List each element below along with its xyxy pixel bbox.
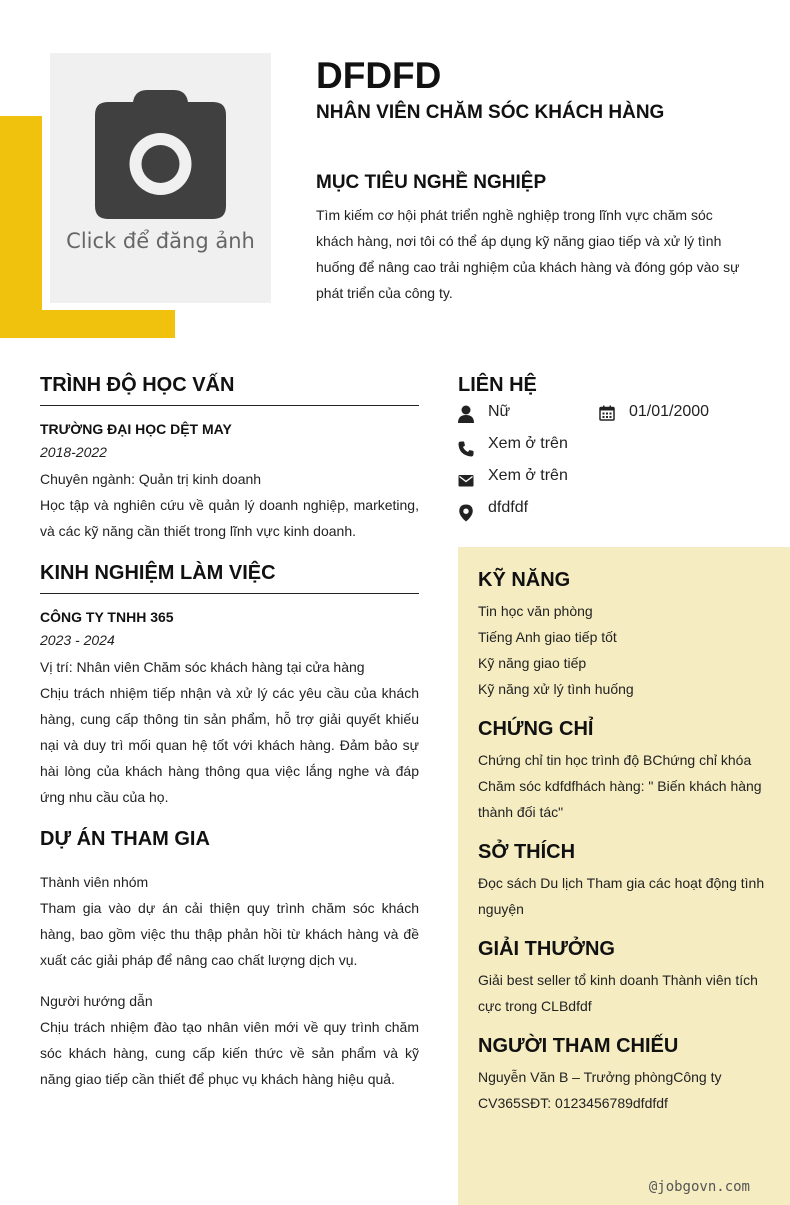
hobbies-title: SỞ THÍCH — [478, 841, 576, 863]
sidebar-panel — [458, 547, 790, 1205]
references-text: Nguyễn Văn B – Trưởng phòngCông ty CV365SĐT: 0123456789dfdfdf — [478, 1069, 722, 1111]
project-description: Tham gia vào dự án cải thiện quy trình chăm sóc khách hàng, bao gồm việc thu thập phản hồi từ khách hàng và đề xuất các giải pháp để nâng cao chất lượng dịch vụ. — [40, 900, 419, 968]
contact-section — [458, 374, 790, 531]
email-value: Xem ở trên — [488, 467, 568, 484]
candidate-name: DFDFD — [316, 55, 442, 96]
education-period: 2018-2022 — [40, 444, 107, 460]
address-value: dfdfdf — [488, 499, 529, 516]
project-role: Thành viên nhóm — [40, 874, 149, 890]
contact-row — [458, 467, 790, 499]
education-description: Học tập và nghiên cứu về quản lý doanh nghiệp, marketing, và các kỹ năng cần thiết trong lĩnh vực kinh doanh. — [40, 497, 419, 539]
experience-title: KINH NGHIỆM LÀM VIỆC — [40, 562, 419, 594]
skill-item: Kỹ năng giao tiếp — [478, 655, 587, 671]
hobbies-section — [478, 841, 770, 922]
project-description: Chịu trách nhiệm đào tạo nhân viên mới về quy trình chăm sóc khách hàng, cung cấp kiến thức về sản phẩm và kỹ năng giao tiếp cần thiết để phục vụ khách hàng hiệu quả. — [40, 1019, 419, 1087]
job-title: NHÂN VIÊN CHĂM SÓC KHÁCH HÀNG — [316, 102, 665, 123]
certificates-section — [478, 718, 770, 825]
birthday-value: 01/01/2000 — [629, 403, 710, 420]
main-column — [40, 374, 419, 1092]
experience-period: 2023 - 2024 — [40, 632, 115, 648]
camera-icon — [95, 90, 226, 220]
education-major: Chuyên ngành: Quản trị kinh doanh — [40, 471, 262, 487]
references-section — [478, 1035, 770, 1116]
company-name: CÔNG TY TNHH 365 — [40, 609, 174, 625]
skills-section — [478, 569, 770, 702]
calendar-icon — [599, 405, 615, 421]
objective-title: MỤC TIÊU NGHỀ NGHIỆP — [316, 172, 547, 193]
certificates-text: Chứng chỉ tin học trình độ BChứng chỉ khóa Chăm sóc kdfdfhách hàng: " Biến khách hàng thành đối tác" — [478, 752, 762, 820]
projects-title: DỰ ÁN THAM GIA — [40, 828, 210, 850]
skill-item: Tin học văn phòng — [478, 603, 593, 619]
contact-title: LIÊN HỆ — [458, 374, 537, 396]
awards-title: GIẢI THƯỞNG — [478, 938, 615, 960]
skills-title: KỸ NĂNG — [478, 569, 571, 591]
experience-position: Vị trí: Nhân viên Chăm sóc khách hàng tại cửa hàng — [40, 659, 365, 675]
awards-text: Giải best seller tổ kinh doanh Thành viên tích cực trong CLBdfdf — [478, 972, 758, 1014]
contact-row — [458, 403, 790, 435]
school-name: TRƯỜNG ĐẠI HỌC DỆT MAY — [40, 421, 232, 437]
objective-text: Tìm kiếm cơ hội phát triển nghề nghiệp trong lĩnh vực chăm sóc khách hàng, nơi tôi có thể áp dụng kỹ năng giao tiếp và xử lý tình huống để nâng cao trải nghiệm của khách hàng và đóng góp vào sự phát triển của công ty. — [316, 207, 740, 301]
email-icon — [458, 472, 474, 490]
references-title: NGƯỜI THAM CHIẾU — [478, 1035, 679, 1057]
skill-item: Kỹ năng xử lý tình huống — [478, 681, 634, 697]
experience-description: Chịu trách nhiệm tiếp nhận và xử lý các yêu cầu của khách hàng, cung cấp thông tin sản phẩm, hỗ trợ giải quyết khiếu nại và duy trì mối quan hệ tốt với khách hàng. Đảm bảo sự hài lòng của khách hàng thông qua việc lắng nghe và đáp ứng nhu cầu của họ. — [40, 685, 419, 805]
phone-value: Xem ở trên — [488, 435, 568, 452]
photo-upload[interactable] — [50, 53, 271, 303]
education-title: TRÌNH ĐỘ HỌC VẤN — [40, 374, 419, 406]
accent-bar-horizontal — [0, 310, 175, 338]
awards-section — [478, 938, 770, 1019]
skill-item: Tiếng Anh giao tiếp tốt — [478, 629, 617, 645]
certificates-title: CHỨNG CHỈ — [478, 718, 594, 740]
phone-icon — [458, 440, 474, 458]
hobbies-text: Đọc sách Du lịch Tham gia các hoạt động tình nguyện — [478, 875, 765, 917]
location-pin-icon — [458, 504, 474, 522]
watermark: @jobgovn.com — [648, 1179, 750, 1195]
project-role: Người hướng dẫn — [40, 993, 153, 1009]
contact-row — [458, 435, 790, 467]
accent-bar-vertical — [0, 116, 42, 338]
photo-upload-label: Click để đăng ảnh — [66, 229, 255, 253]
gender-value: Nữ — [488, 403, 511, 420]
contact-row — [458, 499, 790, 531]
person-icon — [458, 405, 474, 423]
